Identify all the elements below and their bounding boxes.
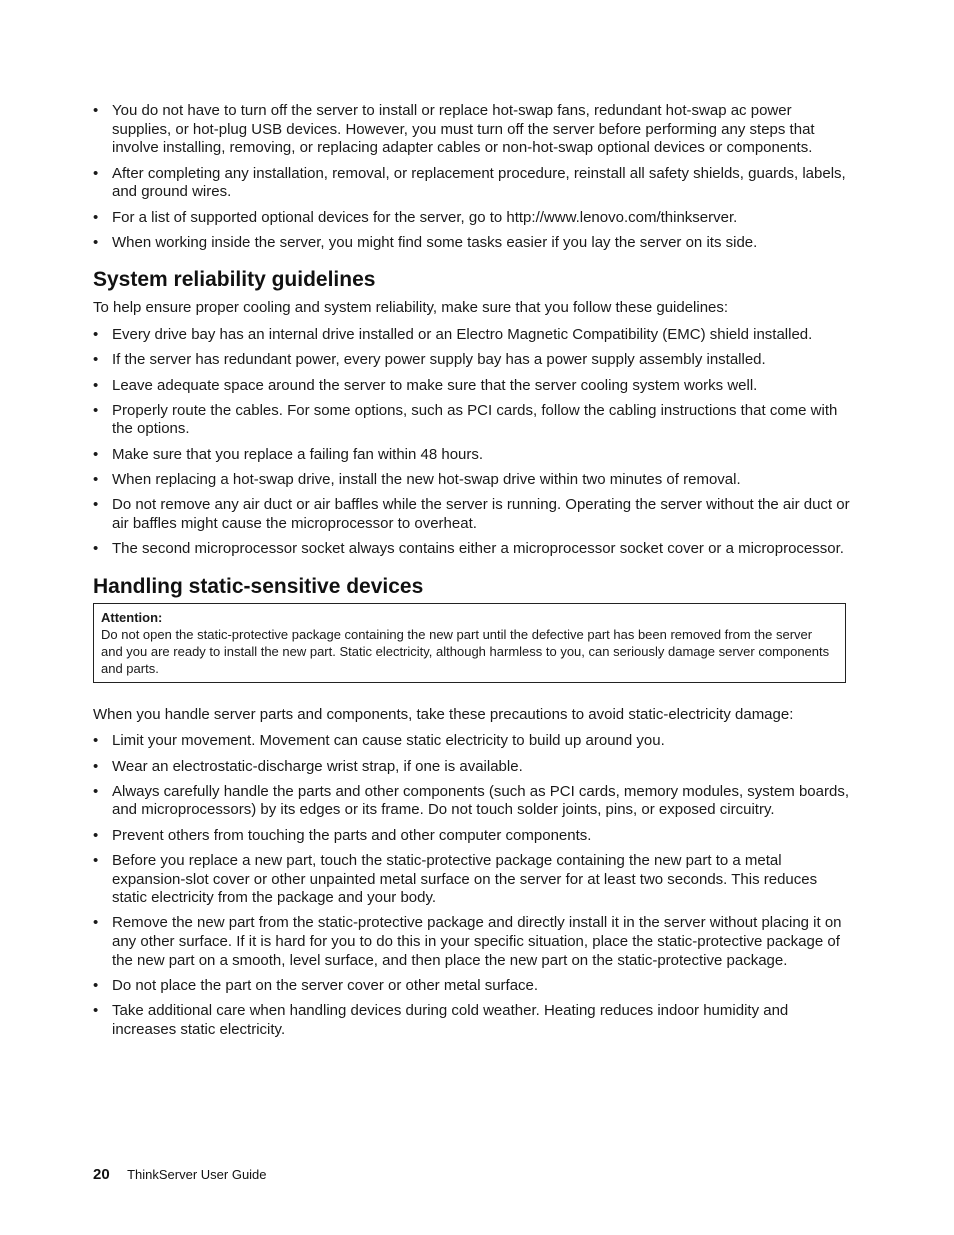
list-item: • Wear an electrostatic-discharge wrist strap, if one is available. bbox=[93, 758, 853, 777]
section-heading-static: Handling static-sensitive devices bbox=[93, 574, 424, 598]
list-item: • You do not have to turn off the server to install or replace hot-swap fans, redundant hot-swap ac power supplies, or hot-plug USB devices. However, you must turn off the server before performing any steps that involve installing, removing, or replacing adapter cables or non-hot-swap optional devices or components. bbox=[93, 102, 853, 158]
list-item: • The second microprocessor socket always contains either a microprocessor socket cover or a microprocessor. bbox=[93, 540, 853, 559]
attention-title: Attention: bbox=[101, 609, 163, 625]
static-bullet-list bbox=[93, 732, 853, 1039]
page-number: 20 bbox=[93, 1166, 110, 1183]
list-item: • When replacing a hot-swap drive, install the new hot-swap drive within two minutes of removal. bbox=[93, 471, 853, 490]
list-item: • Leave adequate space around the server to make sure that the server cooling system works well. bbox=[93, 377, 853, 396]
list-item: • After completing any installation, removal, or replacement procedure, reinstall all safety shields, guards, labels, and ground wires. bbox=[93, 165, 853, 202]
list-item: • Do not place the part on the server cover or other metal surface. bbox=[93, 977, 853, 996]
list-item: • Do not remove any air duct or air baffles while the server is running. Operating the server without the air duct or air baffles might cause the microprocessor to overheat. bbox=[93, 496, 853, 533]
reliability-bullet-list bbox=[93, 326, 853, 559]
book-title: ThinkServer User Guide bbox=[127, 1167, 267, 1182]
list-item: • When working inside the server, you might find some tasks easier if you lay the server on its side. bbox=[93, 234, 853, 253]
list-item: • Limit your movement. Movement can cause static electricity to build up around you. bbox=[93, 732, 853, 751]
reliability-intro: To help ensure proper cooling and system reliability, make sure that you follow these guidelines: bbox=[93, 299, 729, 317]
list-item: • Remove the new part from the static-protective package and directly install it in the server without placing it on any other surface. If it is hard for you to do this in your specific situation, place the static-protective package of the new part on a smooth, level surface, and then place the new part on the static-protective package. bbox=[93, 914, 853, 970]
list-item: • Take additional care when handling devices during cold weather. Heating reduces indoor humidity and increases static electricity. bbox=[93, 1002, 853, 1039]
list-item: • Prevent others from touching the parts and other computer components. bbox=[93, 827, 853, 846]
intro-bullet-list bbox=[93, 102, 853, 252]
list-item: • Make sure that you replace a failing fan within 48 hours. bbox=[93, 446, 853, 465]
list-item: • Every drive bay has an internal drive installed or an Electro Magnetic Compatibility (EMC) shield installed. bbox=[93, 326, 853, 345]
attention-text: Do not open the static-protective package containing the new part until the defective part has been removed from the server and you are ready to install the new part. Static electricity, although harmless to you, can seriously damage server components and parts. bbox=[101, 626, 830, 676]
list-item: • Always carefully handle the parts and other components (such as PCI cards, memory modules, system boards, and microprocessors) by its edges or its frame. Do not touch solder joints, pins, or exposed circuitry. bbox=[93, 783, 853, 820]
static-intro: When you handle server parts and components, take these precautions to avoid static-electricity damage: bbox=[93, 705, 794, 723]
list-item: • Properly route the cables. For some options, such as PCI cards, follow the cabling instructions that come with the options. bbox=[93, 402, 853, 439]
section-heading-reliability: System reliability guidelines bbox=[93, 268, 376, 292]
list-item: • Before you replace a new part, touch the static-protective package containing the new part to a metal expansion-slot cover or other unpainted metal surface on the server for at least two seconds. This reduces static electricity from the package and your body. bbox=[93, 852, 853, 908]
attention-notice bbox=[93, 603, 846, 683]
page-content bbox=[93, 102, 853, 1046]
page-footer bbox=[93, 1166, 267, 1183]
list-item: • For a list of supported optional devices for the server, go to http://www.lenovo.com/thinkserver. bbox=[93, 209, 853, 228]
list-item: • If the server has redundant power, every power supply bay has a power supply assembly installed. bbox=[93, 351, 853, 370]
